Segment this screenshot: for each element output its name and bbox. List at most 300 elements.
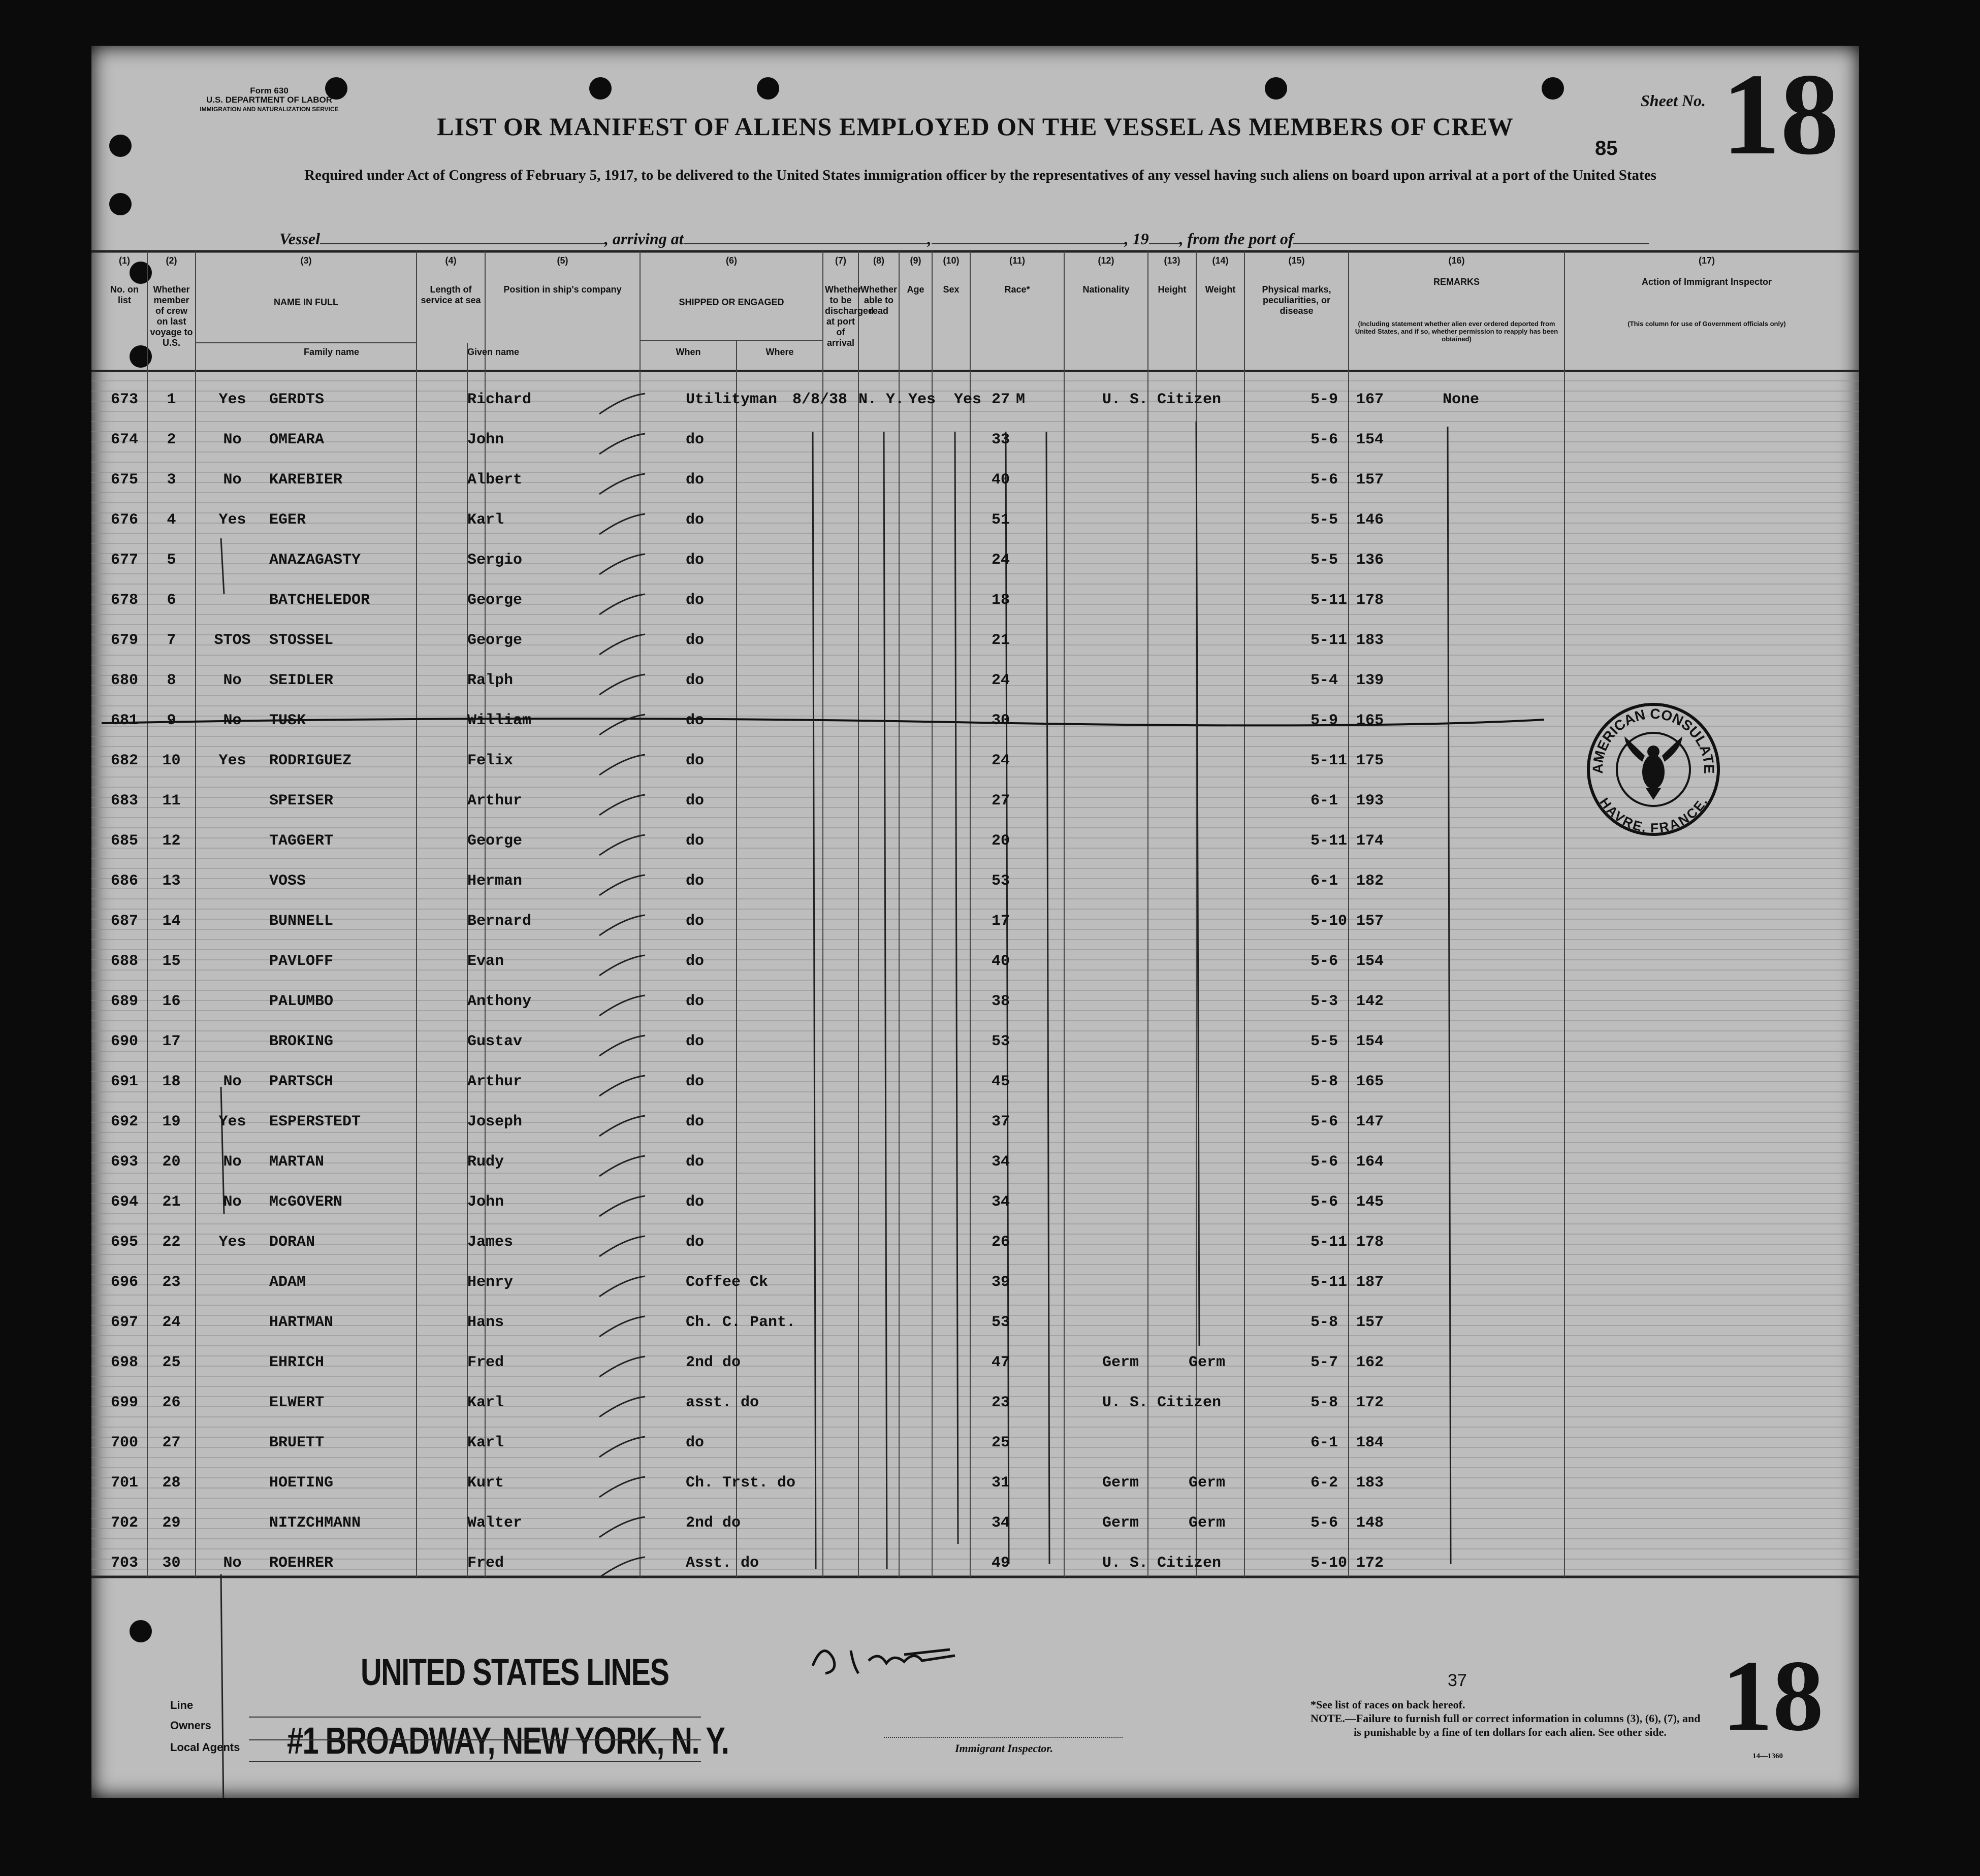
cell-height: 5-4 (1311, 672, 1338, 689)
column-number: (3) (300, 255, 312, 266)
cell-height: 5-5 (1311, 1033, 1338, 1050)
cell-position: Ch. C. Pant. (686, 1314, 796, 1331)
cell-ref: 701 (110, 1474, 138, 1492)
cell-age: 34 (991, 1153, 1010, 1171)
cell-given: Hans (467, 1314, 504, 1331)
column-header: Length of service at sea (421, 284, 481, 305)
cell-position: Asst. do (686, 1555, 759, 1572)
cell-position: do (686, 913, 705, 930)
cell-no: 10 (162, 752, 181, 769)
cell-height: 5-6 (1311, 1514, 1338, 1532)
cell-height: 5-5 (1311, 511, 1338, 529)
cell-given: Fred (467, 1354, 504, 1371)
line-stamp: UNITED STATES LINES (361, 1651, 669, 1693)
cell-family: PARTSCH (269, 1073, 334, 1090)
cell-family: STOSSEL (269, 632, 334, 649)
cell-position: do (686, 431, 705, 448)
cell-no: 28 (162, 1474, 181, 1492)
cell-given: Bernard (467, 913, 532, 930)
pencil-tick (599, 1236, 645, 1256)
cell-last: STOS (214, 632, 251, 649)
cell-family: ANAZAGASTY (269, 552, 361, 569)
cell-family: SPEISER (269, 792, 334, 810)
cell-no: 6 (167, 592, 176, 609)
cell-height: 6-1 (1311, 792, 1338, 810)
pencil-tick (599, 1477, 645, 1497)
cell-family: EHRICH (269, 1354, 325, 1371)
cell-weight: 178 (1356, 592, 1384, 609)
cell-given: Ralph (467, 672, 514, 689)
cell-ref: 702 (110, 1514, 138, 1532)
cell-last: No (223, 1193, 242, 1211)
footer-sheet-number: 18 (1722, 1640, 1824, 1752)
ditto-stroke (221, 1574, 224, 1798)
cell-given: Karl (467, 1394, 504, 1411)
cell-age: 47 (991, 1354, 1010, 1371)
cell-height: 5-11 (1311, 632, 1348, 649)
column-number: (14) (1212, 255, 1229, 266)
agents-label: Local Agents (170, 1741, 240, 1754)
cell-family: TUSK (269, 712, 306, 729)
cell-marks: None (1443, 391, 1480, 408)
cell-given: Albert (467, 471, 523, 489)
pencil-tick (599, 434, 645, 454)
cell-nat: Germ (1189, 1474, 1226, 1492)
pencil-tick (599, 474, 645, 494)
pencil-tick (599, 1196, 645, 1216)
cell-no: 20 (162, 1153, 181, 1171)
consulate-seal (1585, 701, 1722, 838)
cell-no: 12 (162, 832, 181, 850)
cell-height: 5-5 (1311, 552, 1338, 569)
cell-family: EGER (269, 511, 306, 529)
inspector-signature (803, 1630, 1067, 1686)
cell-ref: 677 (110, 552, 138, 569)
cell-age: 39 (991, 1274, 1010, 1291)
ditto-stroke (1196, 422, 1199, 1346)
cell-no: 8 (167, 672, 176, 689)
cell-ref: 674 (110, 431, 138, 448)
cell-weight: 183 (1356, 632, 1384, 649)
cell-ref: 688 (110, 953, 138, 970)
cell-age: 24 (991, 552, 1010, 569)
cell-ref: 680 (110, 672, 138, 689)
punch-hole (130, 345, 152, 368)
column-number: (1) (119, 255, 130, 266)
cell-family: PALUMBO (269, 993, 334, 1010)
cell-weight: 167 (1356, 391, 1384, 408)
cell-age: 24 (991, 752, 1010, 769)
column-number: (5) (557, 255, 568, 266)
cell-no: 19 (162, 1113, 181, 1130)
cell-ref: 675 (110, 471, 138, 489)
cell-given: Karl (467, 1434, 504, 1451)
column-number: (12) (1098, 255, 1114, 266)
table-grid (91, 46, 1859, 1798)
cell-no: 26 (162, 1394, 181, 1411)
cell-given: Walter (467, 1514, 523, 1532)
manifest-title: LIST OR MANIFEST OF ALIENS EMPLOYED ON THE VESSEL AS MEMBERS OF CREW (437, 112, 1514, 141)
cell-age: 27 (991, 792, 1010, 810)
cell-age: 34 (991, 1514, 1010, 1532)
cell-family: HOETING (269, 1474, 334, 1492)
cell-given: Karl (467, 511, 504, 529)
column-header: Height (1158, 284, 1187, 295)
column-subheader: Where (765, 347, 794, 357)
cell-ref: 696 (110, 1274, 138, 1291)
cell-position: do (686, 792, 705, 810)
cell-given: George (467, 632, 523, 649)
cell-age: 30 (991, 712, 1010, 729)
cell-position: do (686, 1153, 705, 1171)
column-header: REMARKS (1433, 277, 1480, 287)
cell-age: 17 (991, 913, 1010, 930)
pencil-tick (599, 394, 645, 414)
cell-weight: 154 (1356, 1033, 1384, 1050)
column-number: (9) (910, 255, 921, 266)
cell-position: do (686, 672, 705, 689)
cell-no: 1 (167, 391, 176, 408)
column-header: Physical marks, peculiarities, or disease (1262, 284, 1331, 316)
cell-age: 53 (991, 1033, 1010, 1050)
form-identifier: Form 630 U.S. DEPARTMENT OF LABOR IMMIGRATION AND NATURALIZATION SERVICE (200, 86, 339, 113)
cell-weight: 136 (1356, 552, 1384, 569)
ditto-stroke (884, 432, 887, 1569)
ditto-stroke (1046, 432, 1049, 1564)
cell-height: 5-8 (1311, 1314, 1338, 1331)
pencil-tick (599, 915, 645, 935)
cell-age: 40 (991, 471, 1010, 489)
svg-text:HAVRE, FRANCE. (1596, 795, 1710, 835)
cell-position: do (686, 511, 705, 529)
ditto-stroke (955, 432, 958, 1544)
column-number: (17) (1698, 255, 1715, 266)
cell-when: 8/8/38 (792, 391, 848, 408)
cell-given: George (467, 832, 523, 850)
cell-family: ESPERSTEDT (269, 1113, 361, 1130)
cell-no: 17 (162, 1033, 181, 1050)
cell-height: 6-1 (1311, 1434, 1338, 1451)
cell-last: Yes (218, 1234, 246, 1251)
cell-race: Germ (1102, 1514, 1139, 1532)
column-header: Weight (1205, 284, 1236, 295)
column-header: SHIPPED OR ENGAGED (679, 297, 784, 307)
cell-age: 38 (991, 993, 1010, 1010)
cell-height: 5-10 (1311, 913, 1348, 930)
cell-height: 6-1 (1311, 872, 1338, 890)
column-header: Action of Immigrant Inspector (1641, 277, 1772, 287)
cell-weight: 172 (1356, 1394, 1384, 1411)
cell-no: 30 (162, 1555, 181, 1572)
column-header: Whether member of crew on last voyage to U.S. (150, 284, 193, 348)
cell-no: 7 (167, 632, 176, 649)
cell-given: Anthony (467, 993, 532, 1010)
cell-no: 18 (162, 1073, 181, 1090)
cell-position: do (686, 552, 705, 569)
year-label: , 19 (1124, 230, 1149, 248)
agents-stamp: #1 BROADWAY, NEW YORK, N. Y. (287, 1720, 729, 1762)
cell-read: Yes (953, 391, 981, 408)
cell-position: Utilityman (686, 391, 778, 408)
cell-age: 49 (991, 1555, 1010, 1572)
punch-hole (589, 77, 612, 100)
cell-height: 5-7 (1311, 1354, 1338, 1371)
cell-ref: 682 (110, 752, 138, 769)
cell-given: Rudy (467, 1153, 504, 1171)
cell-height: 5-9 (1311, 391, 1338, 408)
arriving-label: , arriving at (604, 230, 684, 248)
column-header: Nationality (1082, 284, 1130, 295)
cell-where: N. Y. (858, 391, 905, 408)
cell-weight: 154 (1356, 431, 1384, 448)
column-number: (13) (1164, 255, 1180, 266)
column-subheader: (Including statement whether alien ever ordered deported from United States, and if so, whether permission to reapply has been obtained) (1355, 320, 1558, 343)
cell-no: 13 (162, 872, 181, 890)
cell-age: 31 (991, 1474, 1010, 1492)
cell-position: do (686, 1113, 705, 1130)
races-note: *See list of races on back hereof. (1311, 1698, 1465, 1711)
column-number: (8) (873, 255, 884, 266)
cell-ref: 673 (110, 391, 138, 408)
cell-ref: 678 (110, 592, 138, 609)
pencil-tick (599, 1076, 645, 1096)
cell-ref: 692 (110, 1113, 138, 1130)
cell-sex: M (1016, 391, 1026, 408)
cell-weight: 147 (1356, 1113, 1384, 1130)
ditto-stroke (813, 432, 816, 1569)
cell-position: 2nd do (686, 1514, 741, 1532)
cell-family: KAREBIER (269, 471, 343, 489)
cell-family: RODRIGUEZ (269, 752, 352, 769)
pencil-tick (599, 1316, 645, 1337)
cell-race: U. S. Citizen (1102, 1555, 1222, 1572)
cell-age: 21 (991, 632, 1010, 649)
cell-last: No (223, 1073, 242, 1090)
column-header: Whether able to read (860, 284, 897, 316)
pencil-tick (599, 1156, 645, 1176)
cell-height: 5-11 (1311, 592, 1348, 609)
pencil-tick (599, 1557, 645, 1577)
seal-top-text: AMERICAN CONSULATE (1589, 705, 1717, 774)
column-subheader: Family name (303, 347, 360, 357)
cell-family: HARTMAN (269, 1314, 334, 1331)
column-header: Race* (1004, 284, 1030, 295)
cell-age: 37 (991, 1113, 1010, 1130)
cell-ref: 700 (110, 1434, 138, 1451)
cell-height: 5-6 (1311, 1193, 1338, 1211)
cell-position: do (686, 1234, 705, 1251)
pencil-tick (599, 875, 645, 895)
cell-position: Ch. Trst. do (686, 1474, 796, 1492)
column-subheader: (This column for use of Government officials only) (1627, 320, 1786, 328)
cell-weight: 172 (1356, 1555, 1384, 1572)
cell-ref: 681 (110, 712, 138, 729)
cell-last: No (223, 471, 242, 489)
cell-ref: 699 (110, 1394, 138, 1411)
cell-position: do (686, 712, 705, 729)
cell-family: MARTAN (269, 1153, 325, 1171)
column-subheader: Given name (467, 347, 520, 357)
cell-no: 5 (167, 552, 176, 569)
cell-family: BRUETT (269, 1434, 325, 1451)
cell-weight: 174 (1356, 832, 1384, 850)
cell-ref: 690 (110, 1033, 138, 1050)
cell-position: do (686, 1434, 705, 1451)
column-number: (15) (1288, 255, 1305, 266)
cell-no: 24 (162, 1314, 181, 1331)
column-number: (4) (445, 255, 457, 266)
cell-age: 18 (991, 592, 1010, 609)
cell-given: Arthur (467, 792, 523, 810)
cell-position: do (686, 1033, 705, 1050)
seal-bottom-text: HAVRE, FRANCE. (1596, 795, 1711, 836)
cell-position: do (686, 872, 705, 890)
cell-ref: 676 (110, 511, 138, 529)
punch-hole (130, 1620, 152, 1642)
pencil-tick (599, 1276, 645, 1297)
cell-given: William (467, 712, 532, 729)
cell-family: McGOVERN (269, 1193, 343, 1211)
pencil-tick (599, 1517, 645, 1537)
cell-given: Fred (467, 1555, 504, 1572)
cell-height: 5-6 (1311, 1113, 1338, 1130)
eagle-icon (1624, 736, 1682, 800)
cell-no: 23 (162, 1274, 181, 1291)
cell-position: do (686, 993, 705, 1010)
cell-height: 5-6 (1311, 471, 1338, 489)
cell-weight: 162 (1356, 1354, 1384, 1371)
ditto-stroke (1448, 427, 1451, 1564)
cell-position: do (686, 1073, 705, 1090)
column-number: (6) (726, 255, 737, 266)
cell-family: TAGGERT (269, 832, 334, 850)
cell-height: 5-6 (1311, 431, 1338, 448)
cell-no: 4 (167, 511, 176, 529)
cell-disch: Yes (908, 391, 936, 408)
cell-position: do (686, 832, 705, 850)
cell-given: Arthur (467, 1073, 523, 1090)
owners-label: Owners (170, 1719, 211, 1732)
cell-last: No (223, 1555, 242, 1572)
cell-family: VOSS (269, 872, 306, 890)
cell-ref: 697 (110, 1314, 138, 1331)
column-header: Age (907, 284, 924, 295)
cell-ref: 691 (110, 1073, 138, 1090)
cell-given: Joseph (467, 1113, 523, 1130)
cell-race: Germ (1102, 1474, 1139, 1492)
pencil-tick (599, 1036, 645, 1056)
cell-height: 5-8 (1311, 1073, 1338, 1090)
column-number: (2) (166, 255, 177, 266)
cell-ref: 689 (110, 993, 138, 1010)
cell-weight: 142 (1356, 993, 1384, 1010)
cell-weight: 145 (1356, 1193, 1384, 1211)
cell-weight: 157 (1356, 913, 1384, 930)
ditto-stroke (221, 538, 224, 594)
cell-family: ELWERT (269, 1394, 325, 1411)
punch-hole (757, 77, 779, 100)
cell-race: Germ (1102, 1354, 1139, 1371)
cell-no: 21 (162, 1193, 181, 1211)
cell-last: Yes (218, 391, 246, 408)
cell-race: U. S. Citizen (1102, 391, 1222, 408)
cell-weight: 139 (1356, 672, 1384, 689)
column-header: No. on list (110, 284, 139, 305)
column-header: Sex (943, 284, 960, 295)
cell-height: 5-10 (1311, 1555, 1348, 1572)
pencil-tick (599, 755, 645, 775)
cell-position: Coffee Ck (686, 1274, 769, 1291)
pencil-tick (599, 1397, 645, 1417)
cell-weight: 157 (1356, 471, 1384, 489)
pencil-note: 85 (1595, 137, 1618, 159)
punch-hole (1265, 77, 1287, 100)
cell-age: 51 (991, 511, 1010, 529)
cell-nat: Germ (1189, 1354, 1226, 1371)
cell-weight: 165 (1356, 712, 1384, 729)
cell-race: U. S. Citizen (1102, 1394, 1222, 1411)
cell-weight: 178 (1356, 1234, 1384, 1251)
penalty-note: NOTE.—Failure to furnish full or correct information in columns (3), (6), (7), and (1311, 1712, 1701, 1725)
cell-family: GERDTS (269, 391, 325, 408)
cell-weight: 187 (1356, 1274, 1384, 1291)
cell-last: Yes (218, 1113, 246, 1130)
cell-height: 5-11 (1311, 752, 1348, 769)
penalty-note-2: is punishable by a fine of ten dollars for each alien. See other side. (1354, 1726, 1667, 1738)
cell-height: 5-9 (1311, 712, 1338, 729)
cell-ref: 695 (110, 1234, 138, 1251)
cell-family: SEIDLER (269, 672, 334, 689)
cell-last: No (223, 712, 242, 729)
cell-given: James (467, 1234, 514, 1251)
cell-no: 15 (162, 953, 181, 970)
manifest-subtitle: Required under Act of Congress of February 5, 1917, to be delivered to the United States immigration officer by the representatives of any vessel having such aliens on board upon arrival at a port of the United States (304, 167, 1656, 183)
cell-ref: 686 (110, 872, 138, 890)
cell-weight: 175 (1356, 752, 1384, 769)
cell-given: Gustav (467, 1033, 523, 1050)
pencil-tick (599, 594, 645, 614)
cell-ref: 698 (110, 1354, 138, 1371)
cell-height: 5-11 (1311, 832, 1348, 850)
cell-weight: 183 (1356, 1474, 1384, 1492)
cell-age: 24 (991, 672, 1010, 689)
cell-height: 6-2 (1311, 1474, 1338, 1492)
cell-position: do (686, 632, 705, 649)
cell-age: 40 (991, 953, 1010, 970)
cell-height: 5-11 (1311, 1234, 1348, 1251)
cell-weight: 164 (1356, 1153, 1384, 1171)
cell-last: No (223, 672, 242, 689)
cell-age: 25 (991, 1434, 1010, 1451)
cell-given: John (467, 1193, 504, 1211)
cell-given: John (467, 431, 504, 448)
cell-height: 5-6 (1311, 1153, 1338, 1171)
cell-no: 2 (167, 431, 176, 448)
cell-age: 23 (991, 1394, 1010, 1411)
manifest-sheet (91, 46, 1859, 1798)
cell-position: 2nd do (686, 1354, 741, 1371)
pencil-37: 37 (1448, 1671, 1467, 1690)
cell-family: ROEHRER (269, 1555, 334, 1572)
cell-age: 26 (991, 1234, 1010, 1251)
vessel-label: Vessel (279, 230, 320, 248)
pencil-tick (599, 715, 645, 735)
cell-no: 29 (162, 1514, 181, 1532)
cell-age: 33 (991, 431, 1010, 448)
cell-ref: 703 (110, 1555, 138, 1572)
cell-height: 5-11 (1311, 1274, 1348, 1291)
cell-weight: 184 (1356, 1434, 1384, 1451)
